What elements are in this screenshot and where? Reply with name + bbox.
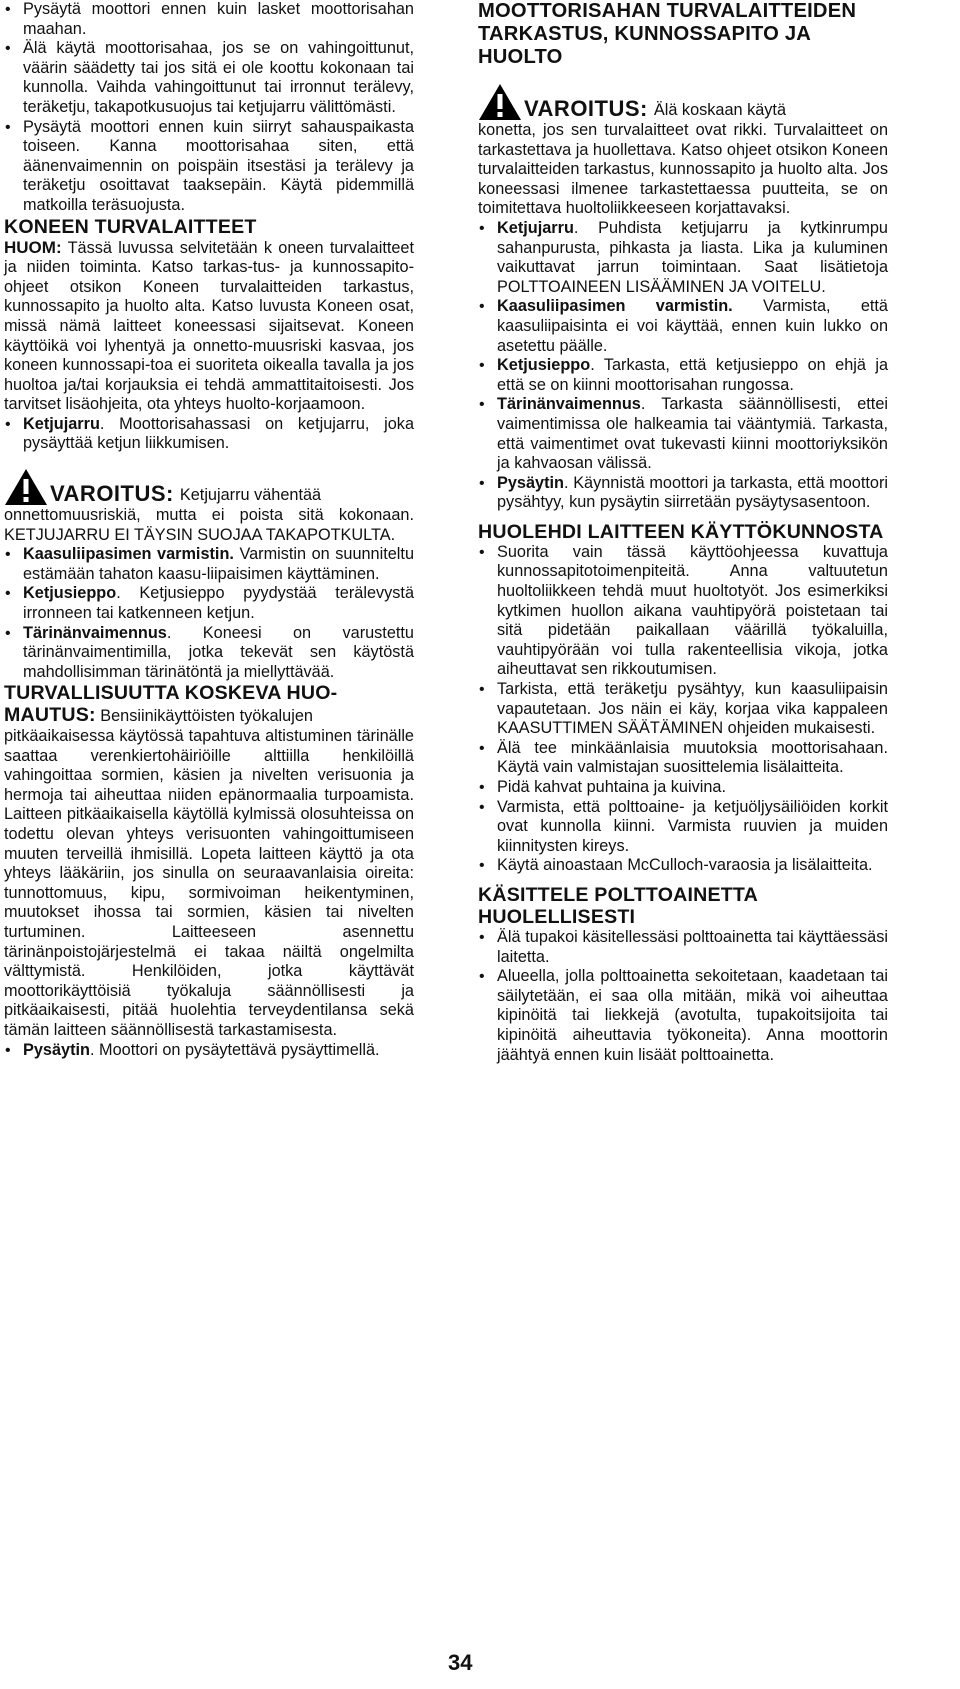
item-label: Ketjujarru <box>497 218 574 237</box>
list-item <box>478 474 888 513</box>
right-column <box>478 0 888 1065</box>
warning-block <box>4 468 414 506</box>
warning-text: konetta, jos sen turvalaitteet ovat rikki. Turvalaitteet on tarkastettava ja huollettava. Katso ohjeet otsikon Koneen turvalaitteiden tarkastus, kunnossapito ja huolto alta. Jos koneessasi ilmenee tarkastettaessa puutteita, se on toimitettava huoltoliikkeeseen korjattavaksi. <box>478 121 889 218</box>
warning-block <box>478 83 888 121</box>
note-paragraph <box>4 238 414 415</box>
vibration-paragraph <box>4 704 414 727</box>
list-item <box>478 356 888 395</box>
section-heading-vibration <box>4 682 414 704</box>
list-item: • Suorita vain tässä käyttöohjeessa kuvattuja kunnossapitotoimenpiteitä. Anna valtuutetun huoltoliikkeen tehdä muut huoltotyöt. Jos esimerkiksi kytkimen huollon aikana vauhtipyörä poistetaan tai sitä pidetään paikallaan väärillä työkaluilla, vauhtipyörään voi tulla rakenteellisia vikoja, jotka aiheuttavat sen rikkoutumisen. <box>478 543 888 680</box>
list-item: • Pysäytä moottori ennen kuin lasket moottorisahan maahan. <box>4 0 414 39</box>
page-number: 34 <box>448 1650 473 1675</box>
list-item: • Alueella, jolla polttoainetta sekoitetaan, kaadetaan tai säilytetään, ei saa olla mitään, mikä voi aiheuttaa kipinöitä tai liekkejä (avotulta, tupakoitsijoita tai kipinöitä aiheuttavia työkoneita). Anna moottorin jäähtyä ennen kuin lisäät polttoainetta. <box>478 967 888 1065</box>
warning-title: VAROITUS: <box>524 96 648 121</box>
item-text: . Tarkasta säännöllisesti, ettei vaimentimissa ole halkeamia tai vääntymiä. Tarkasta, että vaimentimet ovat tukevasti kiinni moottoriyksikön ja kahvaosan välissä. <box>497 395 888 473</box>
item-text: Varmistin on suunniteltu estämään tahaton kaasu-liipaisimen käyttäminen. <box>23 545 414 583</box>
section-heading-safety-devices: KONEEN TURVALAITTEET <box>4 215 257 238</box>
item-label: Tärinänvaimennus <box>497 395 641 414</box>
item-label: Ketjusieppo <box>497 356 591 375</box>
item-label: Kaasuliipasimen varmistin. <box>497 297 733 316</box>
note-text: Tässä luvussa selvitetään k oneen turvalaitteet ja niiden toiminta. Katso tarkas-tus- ja kunnossapito-ohjeet otsikon Koneen turvalaitteiden tarkastus, kunnossapito ja huolto alta. Katso luvusta Koneen osat, missä nämä laitteet koneessasi sijaitsevat. Koneen käyttöikä voi lyhentyä ja onnetto-muusriski kasvaa, jos koneen kunnossapi-toa ei suoriteta oikealla tavalla ja jos huoltoa ja/tai korjauksia ei tehdä ammattitaitoisesti. Jos tarvitset lisäohjeita, ota yhteys huolto-korjaamoon. <box>4 238 414 414</box>
heading-line: TURVALLISUUTTA KOSKEVA HUO- <box>4 682 338 705</box>
warning-title: VAROITUS: <box>50 481 174 507</box>
warning-text-start: Älä koskaan käytä <box>653 101 787 120</box>
item-text: Varmista, että kaasuliipaisinta ei voi käyttää, ennen kuin lukko on asetettu päälle. <box>497 297 888 355</box>
note-label: HUOM: <box>4 237 62 257</box>
list-item: • Älä tee minkäänlaisia muutoksia moottorisahaan. Käytä vain valmistajan suosittelemia lisälaitteita. <box>478 739 888 778</box>
warning-text: onnettomuusriskiä, mutta ei poista sitä kokonaan. KETJUJARRU EI TÄYSIN SUOJAA TAKAPOTKULTA. <box>4 506 414 544</box>
list-item <box>4 545 414 584</box>
list-item <box>478 297 888 356</box>
list-item: • Älä käytä moottorisahaa, jos se on vahingoittunut, väärin säädetty tai jos sitä ei ole koottu kokonaan tai kunnolla. Vaihda vahingoittunut tai irronnut terälevy, teräketju, takapotkusuojus tai ketjujarru välittömästi. <box>4 39 414 117</box>
section-heading-care: HUOLEHDI LAITTEEN KÄYTTÖKUNNOSTA <box>478 520 884 543</box>
item-label: Tärinänvaimennus <box>23 623 167 642</box>
item-text: . Käynnistä moottori ja tarkasta, että moottori pysähtyy, kun pysäytin siirretään pysäytysasentoon. <box>497 473 888 512</box>
warning-text-start: Ketjujarru vähentää <box>179 486 322 505</box>
warning-triangle-icon <box>4 468 48 506</box>
item-label: Kaasuliipasimen varmistin. <box>23 545 234 564</box>
list-item: • Älä tupakoi käsitellessäsi polttoainetta tai käyttäessäsi laitetta. <box>478 928 888 967</box>
warning-triangle-icon <box>478 83 522 121</box>
item-text: . Koneesi on varustettu tärinänvaimentimilla, jotka tekevät sen käytöstä mahdollisimman tärinätöntä ja miellyttävää. <box>23 623 414 681</box>
section-heading-fuel: KÄSITTELE POLTTOAINETTA HUOLELLISESTI <box>478 883 758 928</box>
list-item: • Varmista, että polttoaine- ja ketjuöljysäiliöiden korkit ovat kunnolla kiinni. Varmista ruuvien ja muiden kiinnitysten kireys. <box>478 798 888 857</box>
item-text: . Moottorisahassasi on ketjujarru, joka pysäyttää ketjun liikkumisen. <box>23 414 414 453</box>
left-column <box>4 0 414 1060</box>
item-label: Pysäytin <box>23 1040 90 1059</box>
item-text: . Tarkasta, että ketjusieppo on ehjä ja että se on kiinni moottorisahan rungossa. <box>497 356 888 394</box>
list-item: • Käytä ainoastaan McCulloch-varaosia ja lisälaitteita. <box>478 856 888 876</box>
item-text: . Moottori on pysäytettävä pysäyttimellä. <box>89 1040 380 1059</box>
item-text: . Ketjusieppo pyydystää terälevystä irronneen tai katkenneen ketjun. <box>23 584 414 623</box>
item-label: Ketjusieppo <box>23 584 117 603</box>
list-item <box>4 415 414 454</box>
item-label: Ketjujarru <box>23 414 100 433</box>
list-item <box>4 1041 414 1061</box>
list-item: • Tarkista, että teräketju pysähtyy, kun kaasuliipaisin vapautetaan. Jos näin ei käy, korjaa vika kappaleen KAASUTTIMEN SÄÄTÄMINEN ohjeiden mukaisesti. <box>478 680 888 739</box>
vibration-text: pitkäaikaisessa käytössä tapahtuva altistuminen tärinälle saattaa verenkiertohäiriöille alttiilla henkilöillä vahingoittaa sormien, käsien ja nivelten verisuonia ja hermoja tai aiheuttaa niiden epänormaalia turpoamista. Laitteen pitkäaikaisella käytöllä kylmissä olosuhteissa on todettu olevan yhteys verisuonten vahingoittumiseen muuten terveillä ihmisillä. Lopeta laitteen käyttö ja ota yhteys lääkäriin, jos sinulla on seuraavanlaisia oireita: tunnottomuus, kipu, sormivoiman heikentyminen, muutokset ihossa tai sormien, käsien tai nivelten turtuminen. Laitteeseen asennettu tärinänpoistojärjestelmä ei takaa näiltä ongelmilta välttymistä. Henkilöiden, jotka käyttävät moottorikäyttöisiä työkaluja säännöllisesti ja pitkäaikaisesti, pitää huolehtia terveydentilansa sekä tämän laitteen säännöllisestä tarkastamisesta. <box>4 727 414 1039</box>
list-item <box>478 219 888 297</box>
item-label: Pysäytin <box>497 473 564 492</box>
list-item <box>4 584 414 623</box>
list-item: • Pidä kahvat puhtaina ja kuivina. <box>478 778 888 798</box>
list-item <box>478 395 888 473</box>
heading-line: MAUTUS: <box>4 704 96 727</box>
item-text: . Puhdista ketjujarru ja kytkinrumpu sahanpurusta, pihkasta ja liasta. Lika ja kuluminen vaikuttavat jarrun toimintaan. Saat lisätietoja POLTTOAINEEN LISÄÄMINEN JA VOITELU. <box>497 218 888 296</box>
list-item <box>4 624 414 683</box>
vibration-text-start: Bensiinikäyttöisten työkalujen <box>100 707 313 726</box>
list-item: • Pysäytä moottori ennen kuin siirryt sahauspaikasta toiseen. Kanna moottorisahaa siten, että äänenvaimennin on poispäin itsestäsi ja terälevy ja teräketju osoittavat taaksepäin. Käytä pidemmillä matkoilla teräsuojusta. <box>4 118 414 216</box>
section-heading-maintenance: MOOTTORISAHAN TURVALAITTEIDEN TARKASTUS, KUNNOSSAPITO JA HUOLTO <box>478 0 857 68</box>
